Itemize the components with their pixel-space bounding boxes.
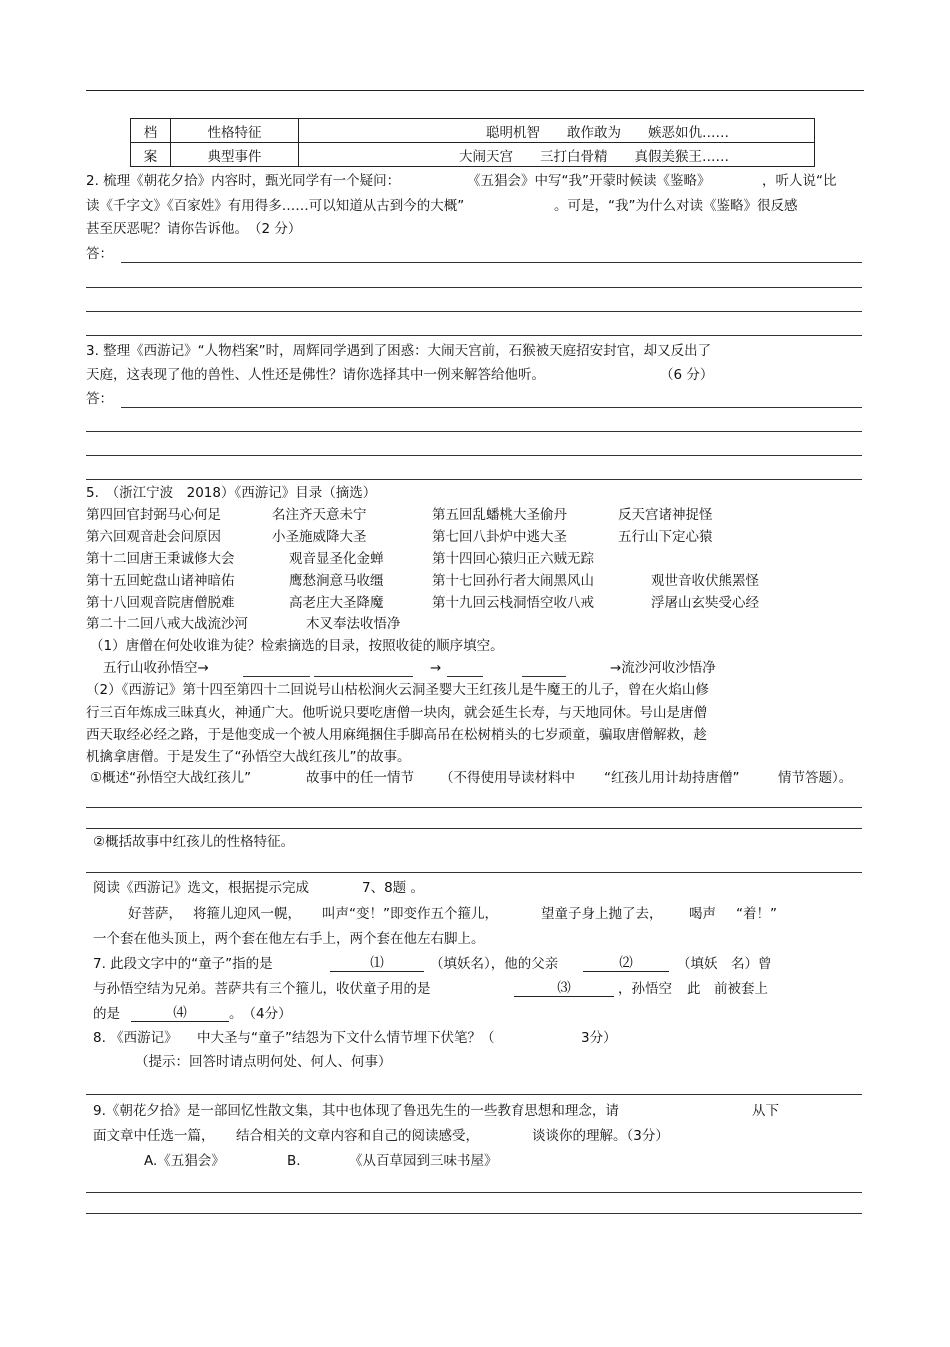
toc-left-a: 第六回观音赴会问原因: [86, 529, 221, 545]
q7-d0: 的是: [93, 1006, 120, 1022]
archive-side-top: 档: [131, 119, 171, 143]
q5-question-a1: ①概述“孙悟空大战红孩儿”: [90, 770, 252, 786]
q3-line1: 3. 整理《西游记》“人物档案”时，周辉同学遇到了困惑：大闹天宫前，石猴被天庭招安封官，却又反出了: [86, 343, 712, 359]
q5-answer-line[interactable]: [86, 872, 862, 873]
q2-line1b: 《五猖会》中写“我”开蒙时候读《鉴略》: [467, 173, 711, 189]
q3-answer-line[interactable]: [86, 479, 862, 480]
q2-line3: 甚至厌恶呢？请你告诉他。 （2 分）: [86, 221, 302, 237]
toc-left-b: 观音显圣化金蝉: [289, 551, 384, 567]
q9-answer-line[interactable]: [86, 1213, 862, 1214]
reading-p1f: “着！”: [736, 906, 777, 922]
q5-blank-3[interactable]: [447, 676, 483, 677]
q5-sub2-line: （2）《西游记》第十四至第四十二回说号山枯松涧火云洞圣婴大王红孩儿是牛魔王的儿子，曾在火焰山修: [86, 682, 709, 698]
q5-question-a5: 情节答题）。: [778, 770, 853, 786]
reading-p1d: 望童子身上抛了去，: [541, 906, 663, 922]
q9-line1b: 从下: [752, 1103, 779, 1119]
q5-fill-end: →流沙河收沙悟净: [610, 660, 716, 676]
q7-c: 与孙悟空结为兄弟。菩萨共有三个箍儿，收伏童子用的是: [93, 981, 431, 997]
toc-left-b: 鹰愁涧意马收缰: [289, 573, 384, 589]
reading-p2: 一个套在他头顶上，两个套在他左右手上，两个套在他左右脚上。: [93, 931, 485, 947]
toc-right-a: 第十九回云栈洞悟空收八戒: [432, 595, 594, 611]
q9-answer-line[interactable]: [86, 1192, 862, 1193]
q2-answer-line[interactable]: [121, 262, 862, 263]
reading-p1a: 好菩萨，: [128, 906, 182, 922]
toc-left-a: 第十五回蛇盘山诸神暗佑: [86, 573, 235, 589]
toc-left-a: 第二十二回八戒大战流沙河: [86, 616, 248, 632]
character-archive-table: [130, 118, 815, 167]
q7-blank-1[interactable]: ⑴: [330, 955, 424, 972]
q5-fill-start: 五行山收孙悟空→: [103, 660, 209, 676]
reading-intro-b: 7、8题 。: [362, 880, 424, 896]
reading-p1e: 喝声: [689, 906, 716, 922]
q3-line2a: 天庭，这表现了他的兽性、人性还是佛性？请你选择其中一例来解答给他听。: [86, 367, 545, 383]
q5-blank-4[interactable]: [522, 676, 566, 677]
q8-answer-line[interactable]: [86, 1094, 862, 1095]
q7-a2: （填妖名），他的父亲: [430, 956, 559, 972]
q5-title: 5. （浙江宁波 2018）《西游记》目录（摘选）: [86, 485, 377, 501]
q2-answer-line[interactable]: [86, 335, 862, 336]
q8-hint: （提示：回答时请点明何处、何人、何事）: [135, 1054, 392, 1070]
toc-right-b: 五行山下定心猿: [618, 529, 713, 545]
q2-line2b: 。可是，“我”为什么对读《鉴略》很反感: [554, 198, 798, 214]
q3-answer-line[interactable]: [121, 407, 862, 408]
toc-right-a: 第七回八卦炉中逃大圣: [432, 529, 567, 545]
q8-b: 中大圣与“童子”结怨为下文什么情节埋下伏笔？（: [197, 1030, 495, 1046]
q5-blank-1[interactable]: [243, 676, 310, 677]
q9-line1a: 9.《朝花夕拾》是一部回忆性散文集，其中也体现了鲁迅先生的一些教育思想和理念，请: [93, 1103, 619, 1119]
toc-left-a: 第十八回观音院唐僧脱难: [86, 595, 235, 611]
header-rule: [86, 90, 864, 91]
q5-question-a2: 故事中的任一情节: [306, 770, 414, 786]
q2-line2a: 读《千字文》《百家姓》有用得多……可以知道从古到今的大概”: [86, 198, 465, 214]
archive-side-bottom: 案: [131, 143, 171, 167]
q5-question-b: ②概括故事中红孩儿的性格特征。: [93, 834, 295, 850]
archive-label-events: 典型事件: [171, 143, 299, 167]
q5-sub2-line: 机擒拿唐僧。于是发生了“孙悟空大战红孩儿”的故事。: [86, 749, 411, 765]
archive-label-traits: 性格特征: [171, 119, 299, 143]
toc-left-b: 高老庄大圣降魔: [289, 595, 384, 611]
q3-line2b: （6 分）: [660, 367, 714, 383]
q9-option-b: 《从百草园到三味书屋》: [349, 1153, 498, 1169]
q2-line1a: 2. 梳理《朝花夕拾》内容时，甄光同学有一个疑问：: [86, 173, 401, 189]
q3-answer-line[interactable]: [86, 431, 862, 432]
q2-answer-line[interactable]: [86, 287, 862, 288]
q3-answer-line[interactable]: [86, 455, 862, 456]
q2-answer-line[interactable]: [86, 311, 862, 312]
q7-a: 7. 此段文字中的“童子”指的是: [93, 956, 273, 972]
q9-line2b: 结合相关的文章内容和自己的阅读感受，: [236, 1128, 479, 1144]
toc-left-b: 名注齐天意未宁: [272, 507, 367, 523]
reading-p1b: 将箍儿迎风一幌，: [193, 906, 301, 922]
toc-right-a: 第十七回孙行者大闹黑风山: [432, 573, 594, 589]
toc-left-b: 木叉奉法收悟净: [306, 616, 401, 632]
q5-sub2-line: 行三百年炼成三昧真火，神通广大。他听说只要吃唐僧一块肉，就会延生长寿，与天地同休。号山是唐僧: [86, 705, 707, 721]
q5-fill-arrow: →: [430, 660, 442, 676]
q5-question-a3: （不得使用导读材料中: [440, 770, 575, 786]
toc-right-b: 反天宫诸神捉怪: [618, 507, 713, 523]
q5-sub2-line: 西天取经必经之路，于是他变成一个被人用麻绳捆住手脚高吊在松树梢头的七岁顽童，骗取唐僧解救，趁: [86, 727, 707, 743]
q2-line1c: ，听人说“比: [762, 173, 837, 189]
toc-right-b: 观世音收伏熊罴怪: [651, 573, 759, 589]
archive-value-events: 大闹天宫 三打白骨精 真假美猴王……: [299, 143, 815, 167]
q7-d2: 。 （4分）: [229, 1006, 292, 1022]
q3-answer-label: 答：: [86, 391, 113, 407]
q7-c3: 此 前被套上: [687, 981, 768, 997]
q7-blank-3[interactable]: ⑶: [514, 980, 614, 997]
q5-answer-line[interactable]: [86, 807, 862, 808]
q7-a3: （填妖 名）曾: [677, 956, 772, 972]
q5-question-a4: “红孩儿用计劫持唐僧”: [604, 770, 740, 786]
q8-a: 8. 《西游记》: [93, 1030, 178, 1046]
archive-value-traits: 聪明机智 敢作敢为 嫉恶如仇……: [299, 119, 815, 143]
toc-left-b: 小圣施威降大圣: [272, 529, 367, 545]
toc-right-b: 浮屠山玄奘受心经: [651, 595, 759, 611]
reading-p1c: 叫声“变！”即变作五个箍儿，: [322, 906, 498, 922]
q5-answer-line[interactable]: [86, 828, 862, 829]
q9-option-a: A.《五猖会》: [144, 1153, 225, 1169]
q5-sub1: （1）唐僧在何处收谁为徒？检索摘选的目录，按照收徒的顺序填空。: [90, 638, 504, 654]
q2-answer-label: 答：: [86, 246, 113, 262]
q9-line2c: 谈谈你的理解。（3分）: [532, 1128, 669, 1144]
toc-right-a: 第五回乱蟠桃大圣偷丹: [432, 507, 567, 523]
q9-option-b-label: B.: [287, 1153, 301, 1169]
reading-intro-a: 阅读《西游记》选文，根据提示完成: [93, 880, 309, 896]
toc-left-a: 第十二回唐王秉诚修大会: [86, 551, 235, 567]
toc-left-a: 第四回官封弼马心何足: [86, 507, 221, 523]
q7-blank-2[interactable]: ⑵: [583, 955, 669, 972]
q8-c: 3分）: [581, 1030, 617, 1046]
q7-c2: ，孙悟空: [618, 981, 672, 997]
q7-blank-4[interactable]: ⑷: [131, 1005, 229, 1022]
q9-line2a: 面文章中任选一篇，: [93, 1128, 215, 1144]
q5-blank-2[interactable]: [314, 676, 413, 677]
toc-right-a: 第十四回心猿归正六贼无踪: [432, 551, 594, 567]
